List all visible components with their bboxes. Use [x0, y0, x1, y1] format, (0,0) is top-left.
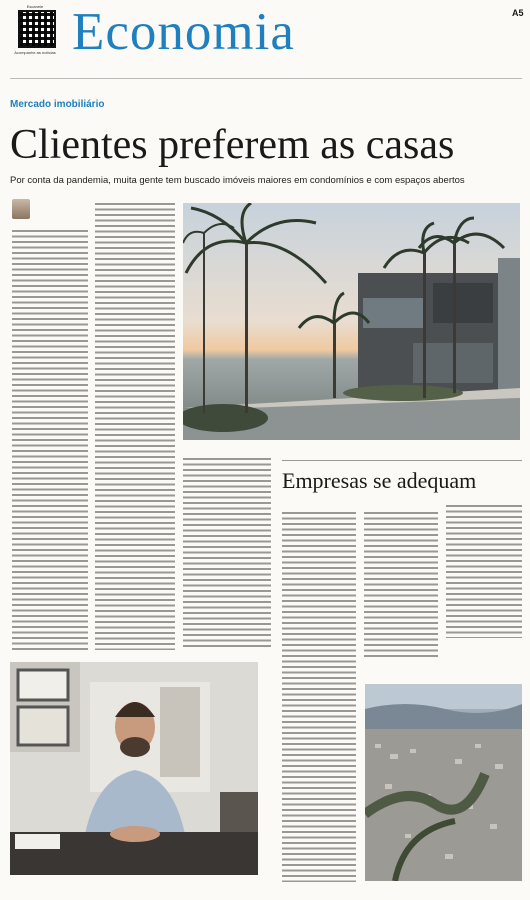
- qr-label-top: Escaneie: [26, 4, 44, 9]
- qr-code[interactable]: [18, 10, 56, 48]
- street-scene-illustration: [183, 203, 520, 440]
- sidebar-text-column-3: [446, 505, 522, 638]
- article-text-column-2: [95, 203, 175, 650]
- section-title: Economia: [72, 3, 295, 61]
- author-avatar: [12, 199, 30, 219]
- article-headline: Clientes preferem as casas: [10, 122, 455, 168]
- photo-aerial-city: [365, 684, 522, 881]
- office-portrait-illustration: [10, 662, 258, 875]
- article-kicker: Mercado imobiliário: [10, 99, 105, 110]
- sidebar-headline: Empresas se adequam: [282, 468, 477, 493]
- sidebar-text-column-2: [364, 512, 438, 660]
- qr-label-bottom: Acompanhe as notícias: [14, 50, 56, 55]
- photo-condominium-street: [183, 203, 520, 440]
- article-text-column-1: [12, 230, 88, 650]
- sidebar-divider: [282, 460, 522, 461]
- sidebar-text-column-1: [282, 512, 356, 882]
- aerial-city-illustration: [365, 684, 522, 881]
- article-subhead: Por conta da pandemia, muita gente tem buscado imóveis maiores em condomínios e com espaços abertos: [10, 175, 465, 186]
- article-text-column-3: [183, 458, 271, 650]
- header-divider: [10, 78, 522, 79]
- photo-business-owner: [10, 662, 258, 875]
- page-number: A5: [512, 8, 524, 18]
